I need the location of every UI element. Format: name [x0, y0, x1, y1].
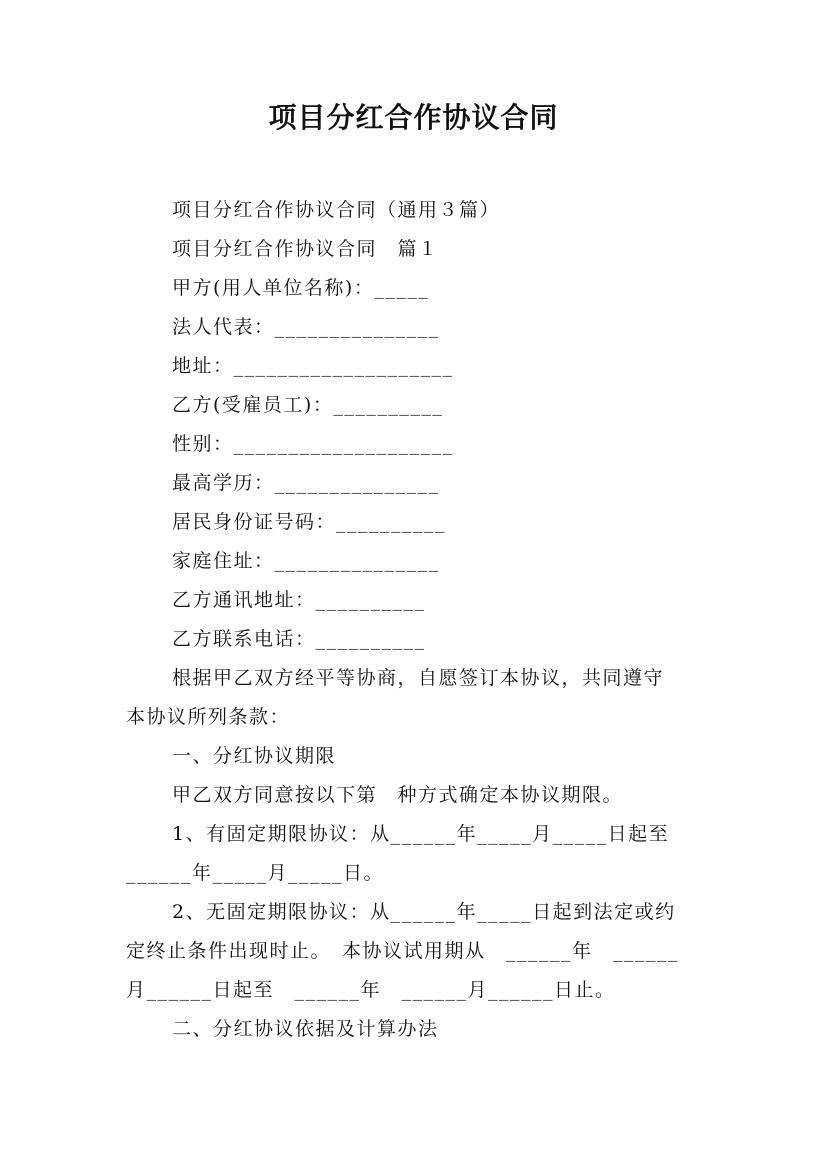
- paragraph-line: 本协议所列条款：: [126, 706, 291, 728]
- document-title: 项目分红合作协议合同: [268, 101, 559, 134]
- home-address-line: 家庭住址：_______________: [172, 550, 440, 572]
- paragraph-line: 甲乙双方同意按以下第 种方式确定本协议期限。: [172, 784, 624, 806]
- mailing-address-line: 乙方通讯地址：__________: [172, 589, 426, 611]
- paragraph-line: 月______日起至 ______年 ______月______日止。: [126, 979, 616, 1001]
- paragraph-line: 2、无固定期限协议：从______年_____日起到法定或约: [172, 901, 676, 923]
- clause-heading-line: 二、分红协议依据及计算办法: [172, 1018, 439, 1040]
- section-heading-line: 项目分红合作协议合同 篇１: [172, 238, 439, 260]
- paragraph-line: 定终止条件出现时止。 本协议试用期从 ______年 ______: [126, 940, 680, 962]
- phone-line: 乙方联系电话：__________: [172, 628, 426, 650]
- education-line: 最高学历：_______________: [172, 472, 440, 494]
- paragraph-line: 根据甲乙双方经平等协商，自愿签订本协议，共同遵守: [172, 667, 665, 689]
- gender-line: 性别：____________________: [172, 433, 454, 455]
- address-line: 地址：____________________: [172, 355, 454, 377]
- paragraph-line: ______年_____月_____日。: [126, 862, 385, 884]
- clause-heading-line: 一、分红协议期限: [172, 745, 337, 767]
- id-number-line: 居民身份证号码：__________: [172, 511, 447, 533]
- subtitle-line: 项目分红合作协议合同（通用３篇）: [172, 199, 501, 221]
- paragraph-line: 1、有固定期限协议：从______年_____月_____日起至: [172, 823, 670, 845]
- party-b-name-line: 乙方(受雇员工)：__________: [172, 394, 444, 416]
- party-a-name-line: 甲方(用人单位名称)：_____: [172, 277, 430, 299]
- legal-representative-line: 法人代表：_______________: [172, 316, 440, 338]
